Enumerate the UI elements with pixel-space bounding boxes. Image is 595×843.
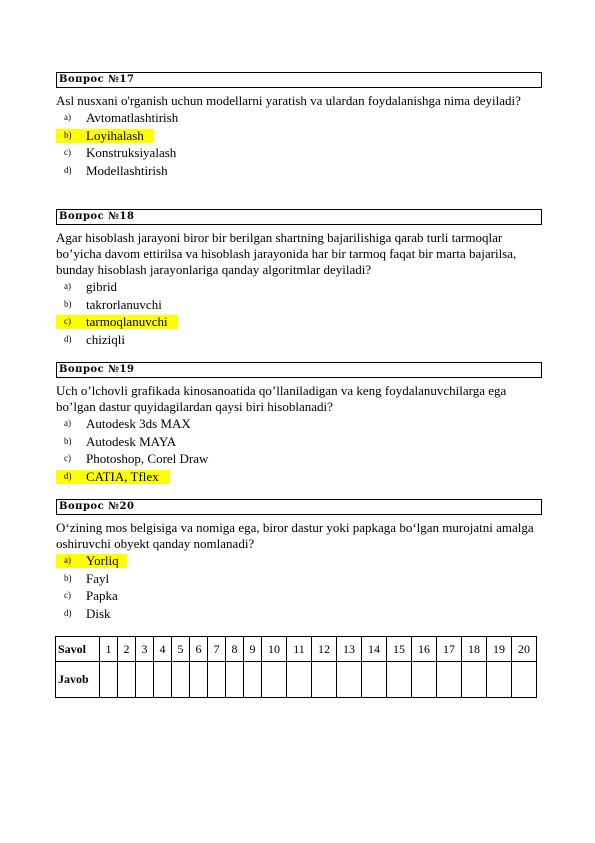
question-number-cell: 5 <box>172 637 190 662</box>
question-number-cell: 8 <box>226 637 244 662</box>
question-number-cell: 11 <box>287 637 312 662</box>
question-number-cell: 3 <box>136 637 154 662</box>
answer-cell[interactable] <box>412 662 437 698</box>
option-b-highlighted[interactable]: b) Loyihalash <box>56 127 542 145</box>
question-number-cell: 16 <box>412 637 437 662</box>
answer-cell[interactable] <box>154 662 172 698</box>
answer-cell[interactable] <box>312 662 337 698</box>
answer-cell[interactable] <box>190 662 208 698</box>
question-number-cell: 19 <box>487 637 512 662</box>
option-c[interactable]: c) Papka <box>64 588 118 603</box>
question-number-cell: 2 <box>118 637 136 662</box>
question-text: O‘zining mos belgisiga va nomiga ega, biror dastur yoki papkaga bo‘lgan murojatni amalga oshiruvchi obyekt qanday nomlanadi? <box>56 520 534 551</box>
question-header: Вопрос №17 <box>56 72 542 88</box>
option-d[interactable]: d) chiziqli <box>64 331 125 347</box>
answer-cell[interactable] <box>244 662 262 698</box>
answer-cell[interactable] <box>172 662 190 698</box>
question-number-cell: 20 <box>512 637 537 662</box>
answer-cell[interactable] <box>100 662 118 698</box>
answer-cell[interactable] <box>437 662 462 698</box>
answer-cell[interactable] <box>136 662 154 698</box>
option-c-highlighted[interactable]: c) tarmoqlanuvchi <box>56 313 542 331</box>
savol-header: Savol <box>56 637 100 662</box>
question-number-cell: 18 <box>462 637 487 662</box>
option-b[interactable]: b) takrorlanuvchi <box>64 296 162 312</box>
javob-header: Javob <box>56 662 100 698</box>
question-19 <box>56 362 542 485</box>
question-text: Agar hisoblash jarayoni biror bir berilgan shartning bajarilishiga qarab turli tarmoqlar bo’yicha davom ettirilsa va hisoblash jarayonida har bir tarmoq faqat bir marta bajarilsa, bunday hisoblash jarayonlariga qanday algoritmlar deyiladi? <box>56 230 517 277</box>
option-a-highlighted[interactable]: a) Yorliq <box>56 552 542 570</box>
question-number-cell: 12 <box>312 637 337 662</box>
answer-cell[interactable] <box>487 662 512 698</box>
option-d[interactable]: d) Modellashtirish <box>64 162 168 178</box>
question-number-cell: 7 <box>208 637 226 662</box>
question-number-cell: 10 <box>262 637 287 662</box>
answer-cell[interactable] <box>337 662 362 698</box>
question-20 <box>56 499 542 622</box>
answer-cell[interactable] <box>262 662 287 698</box>
question-17 <box>56 72 542 179</box>
answer-cell[interactable] <box>226 662 244 698</box>
question-number-cell: 17 <box>437 637 462 662</box>
answer-cell[interactable] <box>208 662 226 698</box>
answer-table <box>55 636 537 698</box>
question-number-cell: 1 <box>100 637 118 662</box>
answer-row <box>56 662 537 698</box>
question-header: Вопрос №20 <box>56 499 542 515</box>
question-header: Вопрос №18 <box>56 209 542 225</box>
option-a[interactable]: a) Avtomatlashtirish <box>64 110 179 125</box>
question-number-cell: 4 <box>154 637 172 662</box>
question-number-cell: 6 <box>190 637 208 662</box>
question-number-cell: 13 <box>337 637 362 662</box>
question-18 <box>56 209 542 348</box>
option-d[interactable]: d) Disk <box>64 605 111 621</box>
question-header: Вопрос №19 <box>56 362 542 378</box>
option-a[interactable]: a) Autodesk 3ds MAX <box>64 416 191 431</box>
answer-cell[interactable] <box>512 662 537 698</box>
option-c[interactable]: c) Konstruksiyalash <box>64 145 177 160</box>
answer-cell[interactable] <box>287 662 312 698</box>
option-a[interactable]: a) gibrid <box>64 279 118 294</box>
question-number-cell: 9 <box>244 637 262 662</box>
answer-cell[interactable] <box>118 662 136 698</box>
question-text: Uch o’lchovli grafikada kinosanoatida qo’llaniladigan va keng foydalanuvchilarga ega bo’lgan dastur quyidagilardan qaysi biri hisoblanadi? <box>56 383 507 414</box>
question-number-cell: 15 <box>387 637 412 662</box>
answer-cell[interactable] <box>387 662 412 698</box>
option-c[interactable]: c) Photoshop, Corel Draw <box>64 451 209 466</box>
question-text: Asl nusxani o'rganish uchun modellarni yaratish va ulardan foydalanishga nima deyiladi? <box>56 93 521 108</box>
question-number-row <box>56 637 537 662</box>
answer-cell[interactable] <box>362 662 387 698</box>
option-b[interactable]: b) Fayl <box>64 570 110 586</box>
option-b[interactable]: b) Autodesk MAYA <box>64 433 177 449</box>
option-d-highlighted[interactable]: d) CATIA, Tflex <box>56 468 542 486</box>
answer-cell[interactable] <box>462 662 487 698</box>
question-number-cell: 14 <box>362 637 387 662</box>
